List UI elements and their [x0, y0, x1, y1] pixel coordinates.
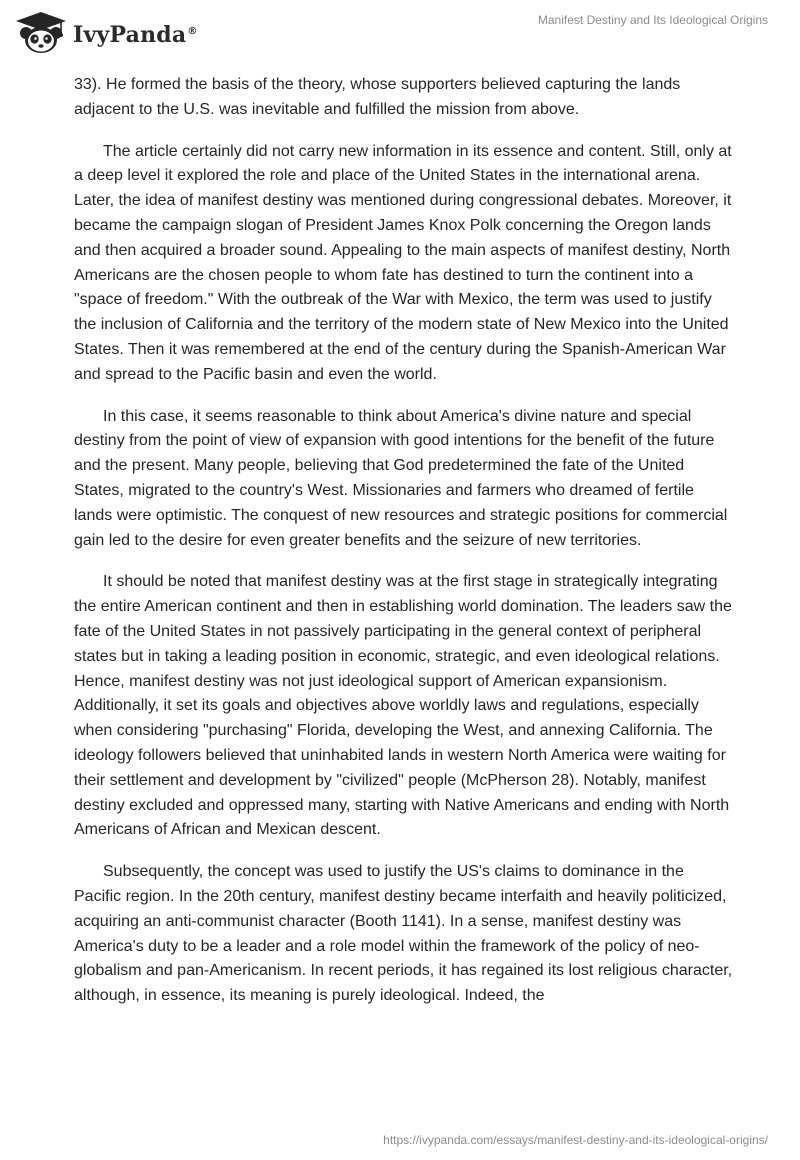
source-url[interactable]: https://ivypanda.com/essays/manifest-destiny-and-its-ideological-origins/ [383, 1133, 768, 1147]
page-header [0, 0, 800, 64]
document-title: Manifest Destiny and Its Ideological Origins [537, 13, 768, 27]
paragraph: It should be noted that manifest destiny was at the first stage in strategically integrating the entire American continent and then in establishing world domination. The leaders saw the fate of the United States in not passively participating in the general context of peripheral states but in taking a leading position in economic, strategic, and even ideological relations. Hence, manifest destiny was not just ideological support of American expansionism. Additionally, it set its goals and objectives above worldly laws and regulations, especially when considering "purchasing" Florida, developing the West, and annexing California. The ideology followers believed that uninhabited lands in western North America were waiting for their settlement and development by "civilized" people (McPherson 28). Notably, manifest destiny excluded and oppressed many, starting with Native Americans and ending with North Americans of African and Mexican descent. [74, 573, 732, 839]
ivypanda-logo[interactable] [15, 9, 198, 55]
panda-graduate-icon [15, 9, 67, 55]
brand-name: IvyPanda® [73, 22, 198, 48]
paragraph: Subsequently, the concept was used to justify the US's claims to dominance in the Pacific region. In the 20th century, manifest destiny became interfaith and heavily politicized, acquiring an anti-communist character (Booth 1141). In a sense, manifest destiny was America's duty to be a leader and a role model within the framework of the policy of neo-globalism and pan-Americanism. In recent periods, it has regained its lost religious character, although, in essence, its meaning is purely ideological. Indeed, the [74, 863, 733, 1005]
paragraph-continued: 33). He formed the basis of the theory, whose supporters believed capturing the lands adjacent to the U.S. was inevitable and fulfilled the mission from above. [74, 76, 681, 118]
essay-body [74, 73, 734, 1026]
paragraph: In this case, it seems reasonable to think about America's divine nature and special destiny from the point of view of expansion with good intentions for the benefit of the future and the present. Many people, believing that God predetermined the fate of the United States, migrated to the country's West. Missionaries and farmers who dreamed of fertile lands were optimistic. The conquest of new resources and strategic positions for commercial gain led to the desire for even greater benefits and the seizure of new territories. [74, 407, 728, 549]
paragraph: The article certainly did not carry new information in its essence and content. Still, only at a deep level it explored the role and place of the United States in the international arena. Later, the idea of manifest destiny was mentioned during congressional debates. Moreover, it became the campaign slogan of President James Knox Polk concerning the Oregon lands and then acquired a broader sound. Appealing to the main aspects of manifest destiny, North Americans are the chosen people to whom fate has destined to turn the continent into a "space of freedom." With the outbreak of the War with Mexico, the term was used to justify the inclusion of California and the territory of the modern state of New Mexico into the United States. Then it was remembered at the end of the century during the Spanish-American War and spread to the Pacific basin and even the world. [74, 142, 732, 383]
registered-mark: ® [187, 25, 198, 37]
